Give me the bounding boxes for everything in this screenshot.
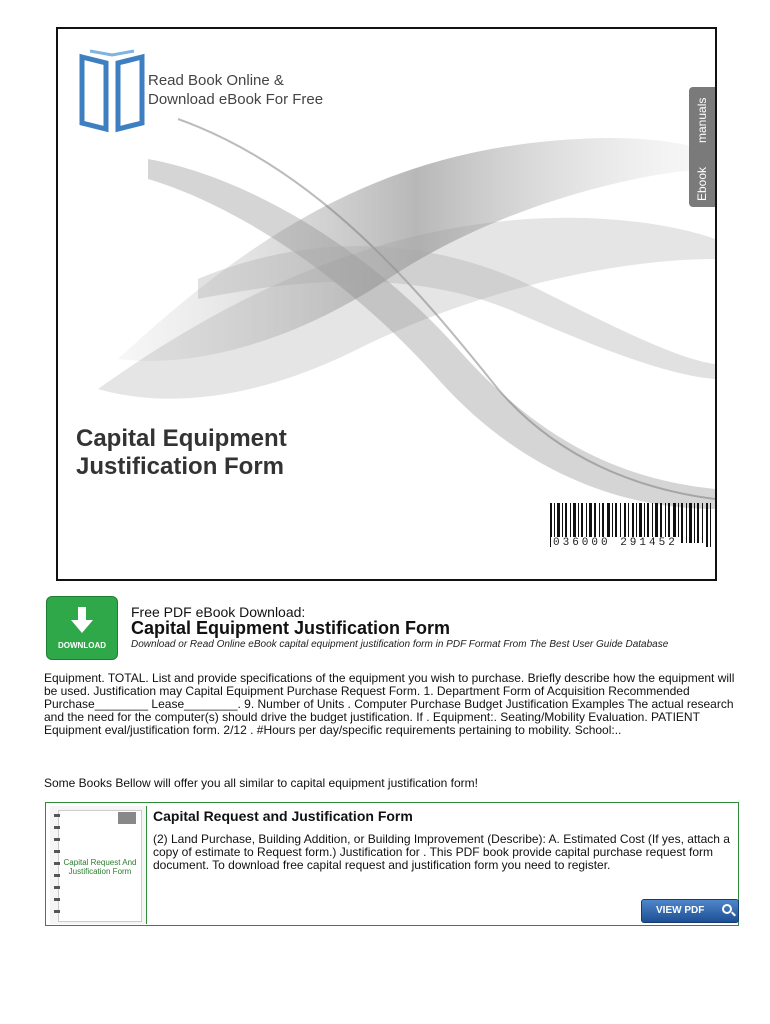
swoosh-graphic (58, 29, 715, 579)
logo-line-1: Read Book Online & (148, 72, 284, 89)
card-title[interactable]: Capital Request and Justification Form (153, 808, 413, 824)
download-icon[interactable] (46, 596, 118, 660)
side-tab (689, 87, 715, 207)
related-book-card (45, 802, 739, 926)
down-arrow-icon (71, 607, 93, 635)
view-pdf-label: VIEW PDF (656, 905, 705, 916)
logo-tagline (148, 71, 323, 109)
view-pdf-button[interactable] (641, 899, 739, 923)
cover-title (76, 425, 287, 481)
tab-manuals-label: manuals (695, 97, 709, 143)
ebook-cover (56, 27, 717, 581)
card-description: (2) Land Purchase, Building Addition, or Building Improvement (Describe): A. Estimated Cost (If yes, attach a copy of estimate to Request form.) Justification for . This PDF book provide capital purchase request form document. To download free capital request and justification form you need to register. (153, 832, 730, 872)
cover-title-line-2: Justification Form (76, 453, 285, 480)
related-books-intro: Some Books Bellow will offer you all similar to capital equipment justification form! (44, 776, 478, 790)
book-logo-icon (76, 49, 148, 139)
thumbnail-title: Capital Request And Justification Form (63, 858, 137, 876)
book-subtitle: Download or Read Online eBook capital equipment justification form in PDF Format From The Best User Guide Database (131, 639, 669, 650)
binder-rings-icon (54, 812, 60, 918)
magnifier-icon (722, 904, 732, 914)
free-download-label: Free PDF eBook Download: (131, 604, 306, 620)
barcode-number: 036000 291452 (553, 537, 678, 549)
cover-title-line-1: Capital Equipment (76, 425, 287, 452)
thumbnail-image (118, 812, 136, 824)
description-text: Equipment. TOTAL. List and provide specifications of the equipment you wish to purchase. Briefly describe how the equipment will be used. Justification may Capital Equipment Purchase Request Form. 1. Department Form of Acquisition Recommended Purchase________ Lease________. 9. Number of Units . Computer Purchase Budget Justification Examples The actual research and the need for the computer(s) should drive the budget justification. If . Equipment:. Seating/Mobility Evaluation. PATIENT Equipment eval/justification form. 2/12 . #Hours per day/specific requirements pertaining to mobility. School:.. (44, 671, 735, 737)
book-title: Capital Equipment Justification Form (131, 618, 451, 638)
download-icon-label: DOWNLOAD (58, 641, 106, 650)
book-thumbnail[interactable] (50, 806, 147, 924)
logo-line-2: Download eBook For Free (148, 91, 324, 108)
tab-ebook-label: Ebook (695, 166, 709, 201)
